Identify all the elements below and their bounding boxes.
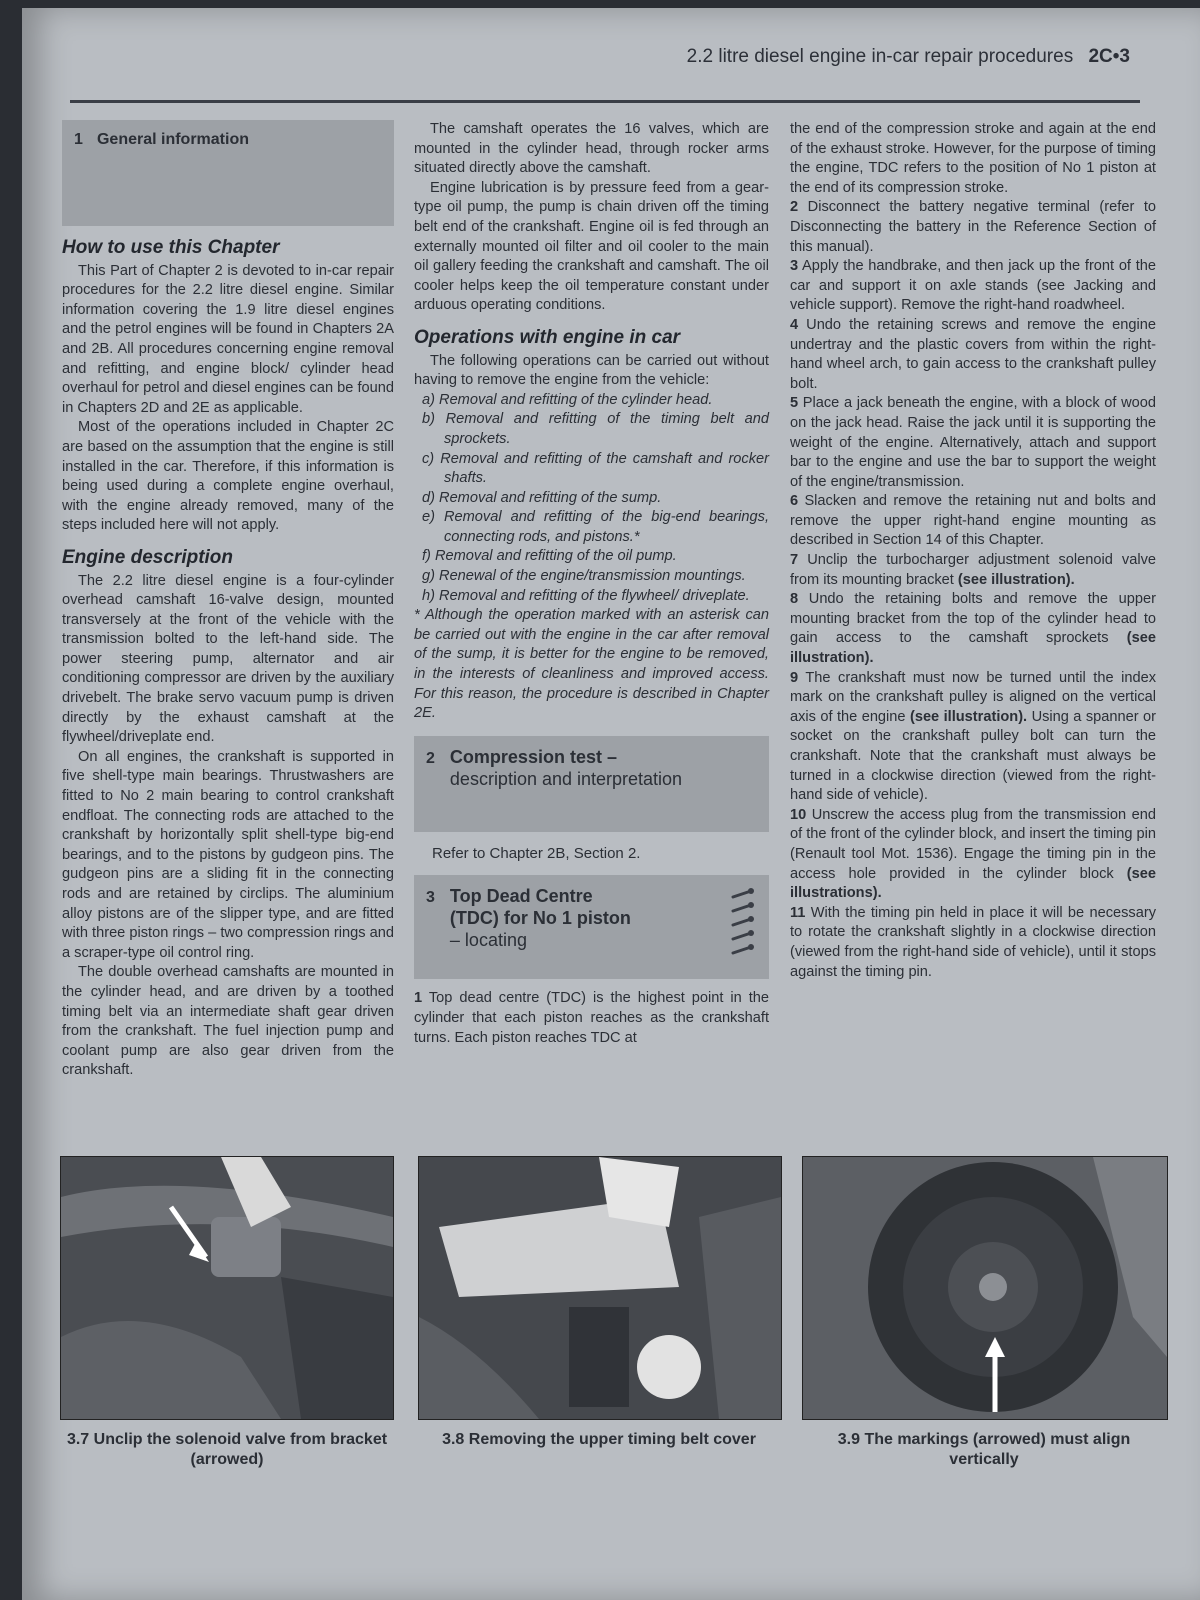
paragraph: The camshaft operates the 16 valves, which are mounted in the cylinder head, through rocker arms situated directly above the camshaft. (414, 121, 769, 177)
illustration-ref: (see illustration). (790, 630, 1156, 667)
caption-text: The markings (arrowed) must align vertically (864, 1431, 1131, 1468)
page-number: 2C•3 (1088, 46, 1130, 67)
section-2-heading-box (414, 736, 769, 832)
caption-text: Unclip the solenoid valve from bracket (arrowed) (93, 1431, 388, 1468)
step-9: 9 The crankshaft must now be turned until the index mark on the crankshaft pulley is aligned on the vertical axis of the engine (see illustration). Using a spanner or socket on the crankshaft pulley bolt can turn the crankshaft. Note that the crankshaft must always be turned in a clockwise direction (viewed from the right-hand side of vehicle). (790, 669, 1156, 804)
header-rule (70, 100, 1140, 103)
list-item: b) Removal and refitting of the timing belt and sprockets. (422, 411, 769, 447)
step-text: Slacken and remove the retaining nut and bolts and remove the upper right-hand engine mounting as described in Section 14 of this Chapter. (790, 493, 1156, 549)
step-text: Unclip the turbocharger adjustment solenoid valve from its mounting bracket (790, 552, 1156, 588)
caption-3-9 (802, 1430, 1166, 1470)
heading-engine-description: Engine description (62, 546, 234, 568)
manual-page (22, 8, 1200, 1600)
asterisk-note: * Although the operation marked with an asterisk can be carried out with the engine in the car after removal of the sump, it is better for the engine to be removed, in the interests of cleanliness and improved access. For this reason, the procedure is described in Chapter 2E. (414, 607, 769, 722)
caption-number: 3.8 (442, 1431, 465, 1448)
step-8: 8 Undo the retaining bolts and remove the upper mounting bracket from the top of the cylinder head to gain access to the camshaft sprockets (see illustration). (790, 591, 1156, 667)
heading-operations: Operations with engine in car (414, 326, 681, 348)
section-title: General information (96, 131, 249, 148)
step-11: 11 With the timing pin held in place it will be necessary to rotate the crankshaft slightly in a clockwise direction (viewed from the right-hand side of vehicle), until it stops against the timing pin. (790, 904, 1156, 980)
section-number: 3 (426, 889, 435, 907)
section-subtitle: – locating (449, 930, 527, 951)
step-4: 4 Undo the retaining screws and remove the engine undertray and the plastic covers from within the right-hand wheel arch, to gain access to the crankshaft pulley bolt. (790, 316, 1156, 392)
paragraph: The double overhead camshafts are mounted in the cylinder head, and are driven by a toothed timing belt via an intermediate shaft gear driven from the crankshaft. The fuel injection pump and coolant pump are also gear driven from the crankshaft. (62, 964, 394, 1079)
section-subtitle: description and interpretation (449, 768, 683, 789)
photo-pulley-markings (802, 1156, 1168, 1420)
column-3 (790, 120, 1156, 982)
illustration-ref: (see illustrations). (790, 865, 1157, 902)
list-item: f) Removal and refitting of the oil pump. (422, 548, 677, 565)
list-item: d) Removal and refitting of the sump. (422, 489, 662, 506)
difficulty-spanner-icon (729, 887, 755, 959)
section-3-heading-box (414, 875, 769, 979)
operations-list (414, 391, 769, 607)
caption-text: Removing the upper timing belt cover (468, 1431, 756, 1448)
step-2: 2 Disconnect the battery negative terminal (refer to Disconnecting the battery in the Reference Section of this manual). (790, 199, 1156, 255)
heading-how-to-use: How to use this Chapter (62, 237, 280, 258)
photo-timing-belt-cover (418, 1156, 782, 1420)
list-item: e) Removal and refitting of the big-end bearings, connecting rods, and pistons.* (422, 509, 769, 545)
paragraph: This Part of Chapter 2 is devoted to in-car repair procedures for the 2.2 litre diesel engine. Similar information covering the 1.9 litre diesel engines and the petrol engines will be found in Chapters 2A and 2B. All procedures concerning engine removal and refitting, and engine block/ cylinder head overhaul for petrol and diesel engines can be found in Chapters 2D and 2E as applicable. (62, 262, 394, 416)
step-text: Top dead centre (TDC) is the highest point in the cylinder that each piston reaches as the crankshaft turns. Each piston reaches TDC at (414, 990, 770, 1046)
illustration-ref: (see illustration). (957, 571, 1075, 588)
list-item: h) Removal and refitting of the flywheel/ driveplate. (422, 587, 750, 604)
section-title: Compression test – (449, 746, 617, 767)
paragraph: Most of the operations included in Chapter 2C are based on the assumption that the engine is still installed in the car. Therefore, if this information is being used during a complete engine overhaul, with the engine already removed, many of the steps included here will not apply. (62, 419, 394, 534)
caption-3-8 (418, 1430, 780, 1450)
step-text: Undo the retaining bolts and remove the upper mounting bracket from the top of the cylinder head to gain access to the camshaft sprockets (790, 591, 1156, 647)
step-text: With the timing pin held in place it will be necessary to rotate the crankshaft slightly in a clockwise direction (viewed from the right-hand side of vehicle), until it stops against the timing pin. (790, 904, 1156, 980)
list-item: c) Removal and refitting of the camshaft and rocker shafts. (422, 450, 769, 487)
step-text: Place a jack beneath the engine, with a block of wood on the jack head. Raise the jack until it is supporting the weight of the engine. Alternatively, attach and support bar to the engine and use the bar to support the weight of the engine/transmission. (790, 395, 1156, 490)
paragraph: Engine lubrication is by pressure feed from a gear-type oil pump, the pump is chain driven off the timing belt end of the crankshaft. Engine oil is fed through an externally mounted oil filter and oil cooler to the main oil gallery feeding the crankshaft and camshaft. The oil cooler helps keep the oil temperature constant under arduous operating conditions. (414, 179, 769, 314)
section-2-text: Refer to Chapter 2B, Section 2. (432, 844, 641, 862)
photo-solenoid-valve (60, 1156, 394, 1420)
paragraph: On all engines, the crankshaft is supported in five shell-type main bearings. Thrustwashers are fitted to No 2 main bearing to control crankshaft endfloat. The connecting rods are attached to the crankshaft by horizontally split shell-type big-end bearings, and to the pistons by gudgeon pins. The gudgeon pins are a sliding fit in the connecting rods and are retained by circlips. The aluminium alloy pistons are of the slipper type, and are fitted with three piston rings – two compression rings and a scraper-type oil control ring. (62, 748, 394, 961)
step-text: Disconnect the battery negative terminal (refer to Disconnecting the battery in the Reference Section of this manual). (790, 199, 1156, 255)
section-1-heading-box (62, 120, 394, 226)
section-number: 2 (426, 749, 435, 767)
paragraph: The 2.2 litre diesel engine is a four-cylinder overhead camshaft 16-valve design, mounted transversely at the front of the vehicle with the transmission bolted to the left-hand side. The power steering pump, alternator and air conditioning compressor are driven by the auxiliary drivebelt. The brake servo vacuum pump is driven directly by the exhaust camshaft at the flywheel/driveplate end. (62, 572, 394, 746)
column-1 (62, 120, 394, 1081)
step-1 (414, 989, 769, 1048)
step-text: Apply the handbrake, and then jack up the front of the car and support it on axle stands (see Jacking and vehicle support). Remove the right-hand roadwheel. (790, 258, 1157, 314)
list-item: a) Removal and refitting of the cylinder head. (422, 391, 713, 408)
step-number: 1 (414, 990, 423, 1007)
step-5: 5 Place a jack beneath the engine, with a block of wood on the jack head. Raise the jack until it is supporting the weight of the engine. Alternatively, attach and support bar to the engine and use the bar to support the weight of the engine/transmission. (790, 395, 1156, 490)
column-2 (414, 120, 769, 1048)
step-text: Using a spanner or socket on the crankshaft pulley bolt can turn the crankshaft. Note that the crankshaft must always be turned in a clockwise direction (viewed from the right-hand side of vehicle). (790, 708, 1156, 804)
step-7: 7 Unclip the turbocharger adjustment solenoid valve from its mounting bracket (see illustration). (790, 552, 1156, 588)
caption-number: 3.9 (837, 1431, 860, 1448)
running-header (687, 46, 1130, 68)
section-title-line1: Top Dead Centre (449, 886, 593, 907)
list-item: g) Renewal of the engine/transmission mountings. (422, 568, 746, 585)
step-text: The crankshaft must now be turned until the index mark on the crankshaft pulley is aligned on the vertical axis of the engine (790, 669, 1156, 725)
paragraph: The following operations can be carried out without having to remove the engine from the vehicle: (414, 352, 769, 389)
step-10: 10 Unscrew the access plug from the transmission end of the front of the cylinder block, and insert the timing pin (Renault tool Mot. 1536). Engage the timing pin in the access hole provided in the cylinder block (see illustrations). (790, 806, 1157, 902)
caption-number: 3.7 (66, 1431, 90, 1448)
step-text: Undo the retaining screws and remove the engine undertray and the plastic covers from within the right-hand wheel arch, to gain access to the crankshaft pulley bolt. (790, 316, 1156, 392)
section-title-line2: (TDC) for No 1 piston (449, 908, 631, 929)
step-text: Unscrew the access plug from the transmission end of the front of the cylinder block, and insert the timing pin (Renault tool Mot. 1536). Engage the timing pin in the access hole provided in the cylinder block (790, 806, 1156, 882)
header-title: 2.2 litre diesel engine in-car repair procedures (686, 46, 1074, 67)
step-3: 3 Apply the handbrake, and then jack up the front of the car and support it on axle stands (see Jacking and vehicle support). Remove the right-hand roadwheel. (790, 258, 1157, 314)
illustration-ref: (see illustration). (909, 708, 1028, 725)
paragraph: the end of the compression stroke and again at the end of the exhaust stroke. However, for the purpose of timing the engine, TDC refers to the position of No 1 piston at the end of its compression stroke. (790, 121, 1156, 196)
caption-3-7 (58, 1430, 396, 1470)
step-6: 6 Slacken and remove the retaining nut and bolts and remove the upper right-hand engine mounting as described in Section 14 of this Chapter. (790, 493, 1156, 549)
section-number: 1 (74, 131, 83, 148)
